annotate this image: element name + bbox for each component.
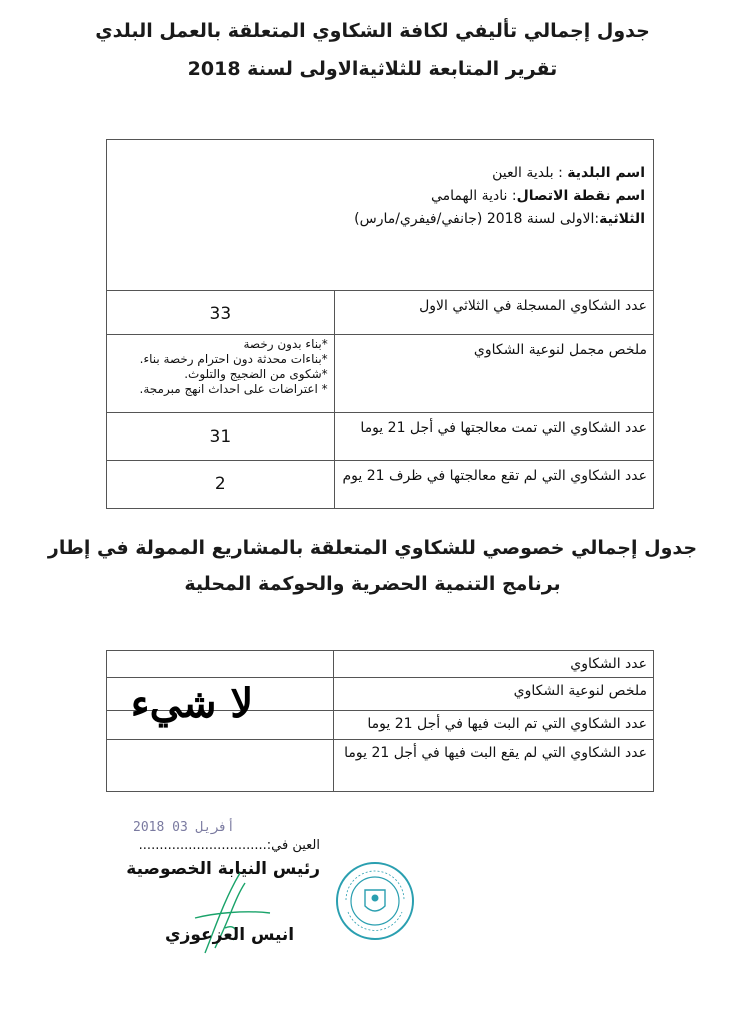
handwritten-none: لا شيء [130,680,254,727]
table-row-label: عدد الشكاوي [333,651,653,678]
table-row-label: عدد الشكاوي التي لم تقع معالجتها في ظرف 21 يوم [334,461,653,509]
table-cell [107,651,334,678]
municipality-line [115,162,645,185]
contact-label: اسم نقطة الاتصال [516,188,645,204]
table-row-label: عدد الشكاوي التي تمت معالجتها في أجل 21 يوما [334,413,653,461]
processed-count: 31 [107,413,335,461]
quarter-value: :الاولى لسنة 2018 (جانفي/فيفري/مارس) [354,211,600,227]
contact-value: : نادية الهمامي [431,188,517,204]
official-seal-icon [334,860,416,942]
complaint-types-cell [107,335,335,413]
document-title: جدول إجمالي تأليفي لكافة الشكاوي المتعلقة بالعمل البلدي [95,20,650,42]
municipality-label: اسم البلدية [567,165,645,181]
signatory-name: انيس العزعوزي [165,925,295,945]
complaint-type-item: * اعتراضات على احداث انهج مبرمجة. [139,382,328,396]
summary-table [106,139,654,509]
info-cell [107,140,654,291]
quarter-label: الثلاثية [599,211,645,227]
complaint-type-item: *بناء بدون رخصة [243,337,328,351]
contact-line [115,185,645,208]
complaint-type-item: *شكوى من الضجيج والتلوث. [184,367,328,381]
unprocessed-count: 2 [107,461,335,509]
table-row-label: عدد الشكاوي التي تم البت فيها في أجل 21 يوما [333,711,653,740]
table-cell [107,740,334,792]
registered-count: 33 [107,291,335,335]
table-row-label: عدد الشكاوي التي لم يقع البت فيها في أجل 21 يوما [333,740,653,792]
table-row-label: عدد الشكاوي المسجلة في الثلاثي الاول [334,291,653,335]
section-subtitle: برنامج التنمية الحضرية والحوكمة المحلية [184,573,561,595]
document-subtitle: تقرير المتابعة للثلاثيةالاولى لسنة 2018 [187,58,558,80]
complaint-type-item: *بناءات محدثة دون احترام رخصة بناء. [139,352,328,366]
section-title: جدول إجمالي خصوصي للشكاوي المتعلقة بالمشاريع الممولة في إطار [47,537,698,559]
date-stamp: 2018 أفريل 03 [133,820,235,835]
table-row-label: ملخص مجمل لنوعية الشكاوي [334,335,653,413]
quarter-line [115,208,645,231]
signatory-role: رئيس النيابة الخصوصية [126,859,320,879]
place-date-line: العين في:............................... [138,838,320,853]
municipality-value: : بلدية العين [492,165,568,181]
table-row-label: ملخص لنوعية الشكاوي [333,678,653,711]
